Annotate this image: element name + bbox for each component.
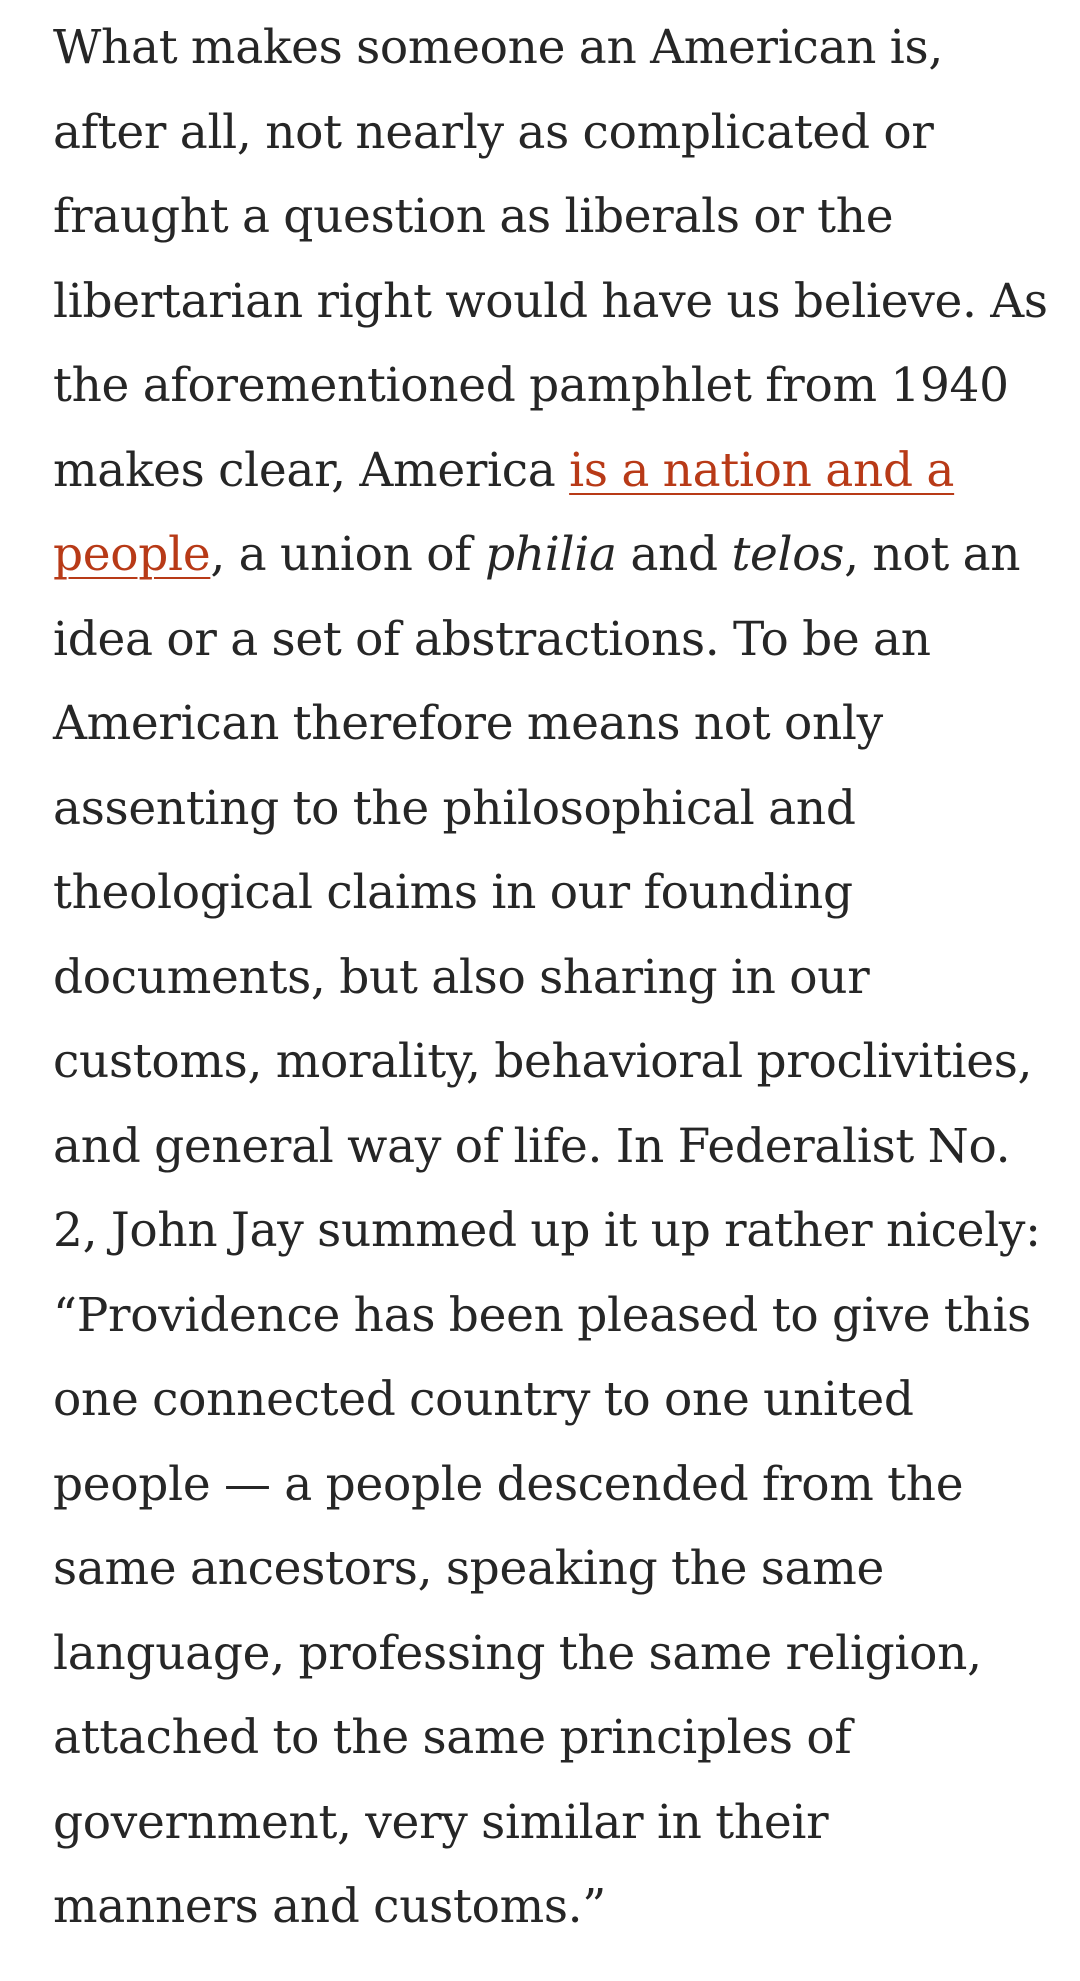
- text-line: theological claims in our founding: [53, 865, 853, 920]
- text-line: attached to the same principles of: [53, 1710, 852, 1765]
- text-line: assenting to the philosophical and: [53, 780, 856, 836]
- text-line: after all, not nearly as complicated or: [53, 104, 934, 160]
- nation-and-people-link-continued[interactable]: people: [53, 527, 211, 582]
- nation-and-people-link[interactable]: is a nation and a: [569, 442, 955, 498]
- text-line: government, very similar in their: [53, 1794, 829, 1850]
- text-line: [53, 513, 1063, 598]
- line-text: , a union of: [210, 527, 485, 582]
- line-text: and: [616, 527, 732, 582]
- text-line: the aforementioned pamphlet from 1940: [53, 358, 1009, 413]
- article-body: [53, 6, 1063, 1950]
- text-line: [53, 429, 1063, 514]
- text-line: people — a people descended from the: [53, 1456, 964, 1512]
- line-text: makes clear, America: [53, 442, 570, 498]
- text-line: and general way of life. In Federalist No.: [53, 1118, 1011, 1174]
- text-line: language, professing the same religion,: [53, 1625, 982, 1681]
- text-line: manners and customs.”: [53, 1879, 607, 1934]
- text-line: idea or a set of abstractions. To be an: [53, 611, 931, 667]
- text-line: one connected country to one united: [53, 1372, 914, 1427]
- text-line: libertarian right would have us believe. As: [53, 273, 1048, 329]
- text-line: 2, John Jay summed up it up rather nicely:: [53, 1203, 1041, 1258]
- italic-term-philia: philia: [485, 527, 617, 582]
- italic-term-telos: telos: [731, 527, 845, 582]
- text-line: same ancestors, speaking the same: [53, 1541, 885, 1596]
- text-line: American therefore means not only: [53, 696, 883, 751]
- text-line: What makes someone an American is,: [53, 20, 943, 75]
- text-line: customs, morality, behavioral proclivities,: [53, 1034, 1033, 1089]
- article-paragraph: [53, 6, 1063, 1950]
- text-line: documents, but also sharing in our: [53, 949, 870, 1005]
- text-line: “Providence has been pleased to give this: [53, 1287, 1031, 1343]
- text-line: fraught a question as liberals or the: [53, 189, 894, 244]
- line-text: , not an: [844, 527, 1021, 582]
